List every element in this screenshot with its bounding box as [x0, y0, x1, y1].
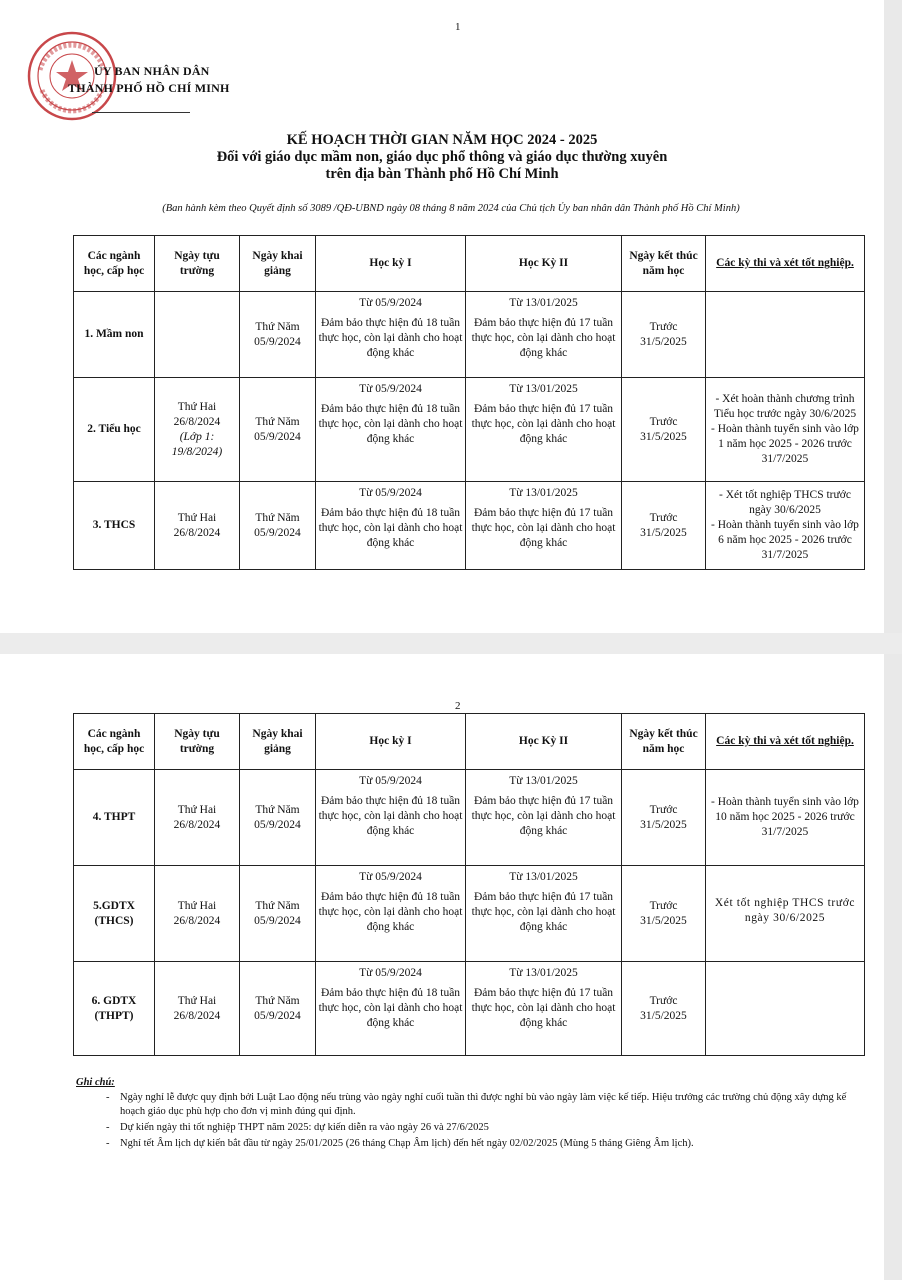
row-return-date: Thứ Hai 26/8/2024: [155, 866, 240, 962]
header-opening: Ngày khai giảng: [240, 714, 316, 770]
header-level: Các ngành học, cấp học: [74, 714, 155, 770]
header-semester-1: Học kỳ I: [316, 714, 466, 770]
row-return-date: Thứ Hai 26/8/2024: [155, 770, 240, 866]
header-semester-1: Học kỳ I: [316, 236, 466, 292]
document-page-1: [0, 0, 884, 633]
row-level: 6. GDTX (THPT): [74, 962, 155, 1056]
row-end-date: Trước 31/5/2025: [622, 770, 706, 866]
table-row: [74, 866, 865, 962]
row-exams: - Hoàn thành tuyển sinh vào lớp 10 năm học 2025 - 2026 trước 31/7/2025: [706, 770, 865, 866]
decision-reference: (Ban hành kèm theo Quyết định số 3089 /QĐ-UBND ngày 08 tháng 8 năm 2024 của Chủ tịch Ủy ban nhân dân Thành phố Hồ Chí Minh): [162, 203, 740, 214]
row-level: 1. Mầm non: [74, 292, 155, 378]
header-semester-2: Học Kỳ II: [466, 236, 622, 292]
row-exams: - Xét tốt nghiệp THCS trước ngày 30/6/2025 - Hoàn thành tuyển sinh vào lớp 6 năm học 2025 - 2026 trước 31/7/2025: [706, 482, 865, 570]
row-exams: [706, 962, 865, 1056]
notes-heading: Ghi chú:: [76, 1077, 115, 1088]
table-header-row: [74, 714, 865, 770]
agency-underline: [92, 112, 190, 113]
table-row: [74, 292, 865, 378]
document-title-line2: Đối với giáo dục mầm non, giáo dục phổ thông và giáo dục thường xuyên: [216, 149, 668, 165]
row-opening: Thứ Năm 05/9/2024: [240, 378, 316, 482]
row-end-date: Trước 31/5/2025: [622, 378, 706, 482]
page-number: 2: [455, 700, 461, 712]
table-header-row: [74, 236, 865, 292]
row-semester-1: Từ 05/9/2024 Đảm bảo thực hiện đủ 18 tuần thực học, còn lại dành cho hoạt động khác: [316, 292, 466, 378]
note-item: - Nghỉ tết Âm lịch dự kiến bắt đầu từ ngày 25/01/2025 (26 tháng Chạp Âm lịch) đến hết ngày 02/02/2025 (Mùng 5 tháng Giêng Âm lịch).: [120, 1137, 866, 1151]
row-end-date: Trước 31/5/2025: [622, 866, 706, 962]
schedule-table-page2: [73, 713, 865, 1056]
header-return-date: Ngày tựu trường: [155, 714, 240, 770]
notes-section: [76, 1077, 866, 1153]
row-return-date: Thứ Hai 26/8/2024 (Lớp 1: 19/8/2024): [155, 378, 240, 482]
row-semester-1: Từ 05/9/2024 Đảm bảo thực hiện đủ 18 tuần thực học, còn lại dành cho hoạt động khác: [316, 962, 466, 1056]
header-return-date: Ngày tựu trường: [155, 236, 240, 292]
row-level: 3. THCS: [74, 482, 155, 570]
header-end-date: Ngày kết thúc năm học: [622, 714, 706, 770]
row-semester-2: Từ 13/01/2025 Đảm bảo thực hiện đủ 17 tuần thực học, còn lại dành cho hoạt động khác: [466, 482, 622, 570]
row-level: 4. THPT: [74, 770, 155, 866]
row-return-date: Thứ Hai 26/8/2024: [155, 962, 240, 1056]
row-opening: Thứ Năm 05/9/2024: [240, 292, 316, 378]
row-semester-1: Từ 05/9/2024 Đảm bảo thực hiện đủ 18 tuần thực học, còn lại dành cho hoạt động khác: [316, 378, 466, 482]
note-item: - Ngày nghỉ lễ được quy định bởi Luật Lao động nếu trùng vào ngày nghỉ cuối tuần thì được nghỉ bù vào ngày làm việc kế tiếp. Hiệu trưởng các trường chủ động xây dựng kế hoạch giáo dục phù hợp cho đơn vị mình đúng qui định.: [120, 1091, 866, 1119]
agency-name-line2: THÀNH PHỐ HỒ CHÍ MINH: [68, 81, 230, 95]
row-opening: Thứ Năm 05/9/2024: [240, 962, 316, 1056]
row-exams: - Xét hoàn thành chương trình Tiểu học trước ngày 30/6/2025 - Hoàn thành tuyển sinh vào lớp 1 năm học 2025 - 2026 trước 31/7/2025: [706, 378, 865, 482]
row-semester-1: Từ 05/9/2024 Đảm bảo thực hiện đủ 18 tuần thực học, còn lại dành cho hoạt động khác: [316, 482, 466, 570]
row-exams: [706, 292, 865, 378]
row-exams: Xét tốt nghiệp THCS trước ngày 30/6/2025: [706, 866, 865, 962]
row-semester-1: Từ 05/9/2024 Đảm bảo thực hiện đủ 18 tuần thực học, còn lại dành cho hoạt động khác: [316, 866, 466, 962]
row-semester-2: Từ 13/01/2025 Đảm bảo thực hiện đủ 17 tuần thực học, còn lại dành cho hoạt động khác: [466, 962, 622, 1056]
page-number: 1: [455, 21, 461, 33]
row-return-date: Thứ Hai 26/8/2024: [155, 482, 240, 570]
row-end-date: Trước 31/5/2025: [622, 482, 706, 570]
row-end-date: Trước 31/5/2025: [622, 962, 706, 1056]
row-semester-1: Từ 05/9/2024 Đảm bảo thực hiện đủ 18 tuần thực học, còn lại dành cho hoạt động khác: [316, 770, 466, 866]
header-exams: Các kỳ thi và xét tốt nghiệp.: [706, 714, 865, 770]
page-separator: [0, 633, 902, 654]
header-level: Các ngành học, cấp học: [74, 236, 155, 292]
row-end-date: Trước 31/5/2025: [622, 292, 706, 378]
header-opening: Ngày khai giảng: [240, 236, 316, 292]
document-title: KẾ HOẠCH THỜI GIAN NĂM HỌC 2024 - 2025: [286, 132, 598, 148]
schedule-table-page1: [73, 235, 865, 570]
table-row: [74, 482, 865, 570]
header-exams: Các kỳ thi và xét tốt nghiệp.: [706, 236, 865, 292]
row-opening: Thứ Năm 05/9/2024: [240, 482, 316, 570]
table-row: [74, 378, 865, 482]
notes-list: [76, 1091, 866, 1151]
table-row: [74, 770, 865, 866]
document-title-line3: trên địa bàn Thành phố Hồ Chí Minh: [325, 166, 559, 182]
row-semester-2: Từ 13/01/2025 Đảm bảo thực hiện đủ 17 tuần thực học, còn lại dành cho hoạt động khác: [466, 866, 622, 962]
agency-name-line1: ỦY BAN NHÂN DÂN: [94, 64, 210, 78]
row-level: 5.GDTX (THCS): [74, 866, 155, 962]
row-level: 2. Tiểu học: [74, 378, 155, 482]
row-return-date: [155, 292, 240, 378]
header-semester-2: Học Kỳ II: [466, 714, 622, 770]
row-opening: Thứ Năm 05/9/2024: [240, 770, 316, 866]
row-opening: Thứ Năm 05/9/2024: [240, 866, 316, 962]
table-row: [74, 962, 865, 1056]
row-semester-2: Từ 13/01/2025 Đảm bảo thực hiện đủ 17 tuần thực học, còn lại dành cho hoạt động khác: [466, 770, 622, 866]
header-end-date: Ngày kết thúc năm học: [622, 236, 706, 292]
note-item: - Dự kiến ngày thi tốt nghiệp THPT năm 2025: dự kiến diễn ra vào ngày 26 và 27/6/2025: [120, 1121, 866, 1135]
row-semester-2: Từ 13/01/2025 Đảm bảo thực hiện đủ 17 tuần thực học, còn lại dành cho hoạt động khác: [466, 292, 622, 378]
row-semester-2: Từ 13/01/2025 Đảm bảo thực hiện đủ 17 tuần thực học, còn lại dành cho hoạt động khác: [466, 378, 622, 482]
